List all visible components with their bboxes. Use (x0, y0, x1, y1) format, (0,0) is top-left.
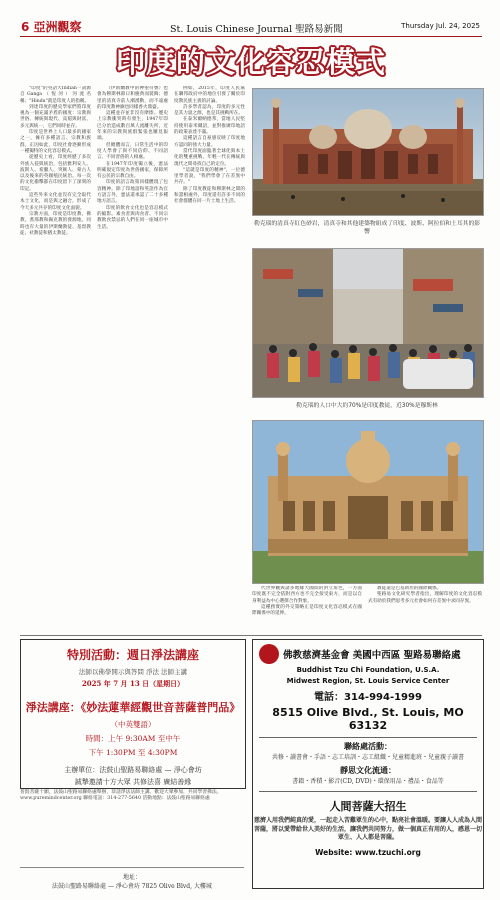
paragraph: "這就是印度的精神"，一位德里學者說，"我們學會了在差異中共存。" (174, 167, 245, 186)
paragraph: 這些外來文化並沒有完全取代本土文化，而是與之融合，形成了今天多元共存的印度文化面貌。 (20, 193, 91, 211)
article-column-1 (20, 86, 91, 632)
ad-right-divider (259, 737, 477, 738)
ad-right-tel: 電話：314-994-1999 (314, 692, 422, 703)
ad-right-join-title: 人間菩薩大招生 (329, 800, 407, 813)
ad-right-products: 書籍・香積・影音(CD, DVD)・環保用品・禮品・食品等 (292, 778, 444, 785)
article-column-4 (252, 586, 362, 632)
paragraph: 到達印度的歷史學家們將印度視為一個充滿矛盾的國度：宗教與世俗、傳統與現代、貧窮與財富、多元與統一，它們同時並存。 (20, 104, 91, 129)
photo-caption-2: 勒克瑙的人口中大約70%是印度教徒，近30%是穆斯林 (296, 403, 438, 409)
paragraph: 聖路易文化研究學者指出，理解印度的文化容忍模式有助於我們思考多元社會如何在差異中求同存異。 (368, 592, 482, 604)
paragraph: 除了印度教徒和穆斯林之間的和諧相處外，印度還有許多不同的社會群體在同一片土地上生活。 (174, 186, 245, 205)
ad-right-bless: 慈濟人用我們純真的愛，一起走入苦難眾生的心中，點亮社會溫暖。要讓人人成為人間菩薩，將以愛帶給世人美好的生活，讓我們共同努力，做一個真正有用的人，感恩一切眾生、人人都是菩薩。 (253, 817, 482, 841)
ad-right-services-title: 聯絡處活動： (344, 741, 392, 751)
article-column-5 (368, 586, 482, 632)
ad-subtitle: 法師以佛學開示與答問 淨法 法師主講 (78, 668, 188, 676)
ad-time-morning: 時間：上午 9:30AM 至中午 (85, 734, 181, 743)
ad-footer (20, 867, 244, 888)
paragraph: 代世界觀與諸多地緣大國間的對立角色，一方面印度既不完全依附西方也不完全接受東方，而是以自身利益為中心選擇合作對象。 (252, 586, 362, 604)
article-title: 印度的文化容忍模式 (115, 45, 386, 79)
ad-right-name-zh: 佛教慈濟基金會 美國中西區 聖路易聯絡處 (283, 650, 461, 661)
paragraph: 在泰米爾納德邦，當地人民堅持使用泰米爾語，並對推廣印地語的政策表達不滿。 (174, 117, 245, 136)
tzu-chi-ad (252, 639, 484, 889)
ad-date: 2025 年 7 月 13 日（星期日） (81, 679, 185, 688)
paragraph: 這種並存並非沒有摩擦。歷史上宗教衝突時有發生，1947年印巴分治造成數百萬人流離失所，近年來的宗教與族群緊張也屢見報端。 (97, 111, 168, 142)
ad-right-address: 8515 Olive Blvd., St. Louis, MO 63132 (272, 706, 464, 732)
ad-right-name-en-1: Buddhist Tzu Chi Foundation, U.S.A. (296, 666, 440, 674)
paragraph: 印度是世界上人口最多的國家之一，擁有多種語言、宗教和族群，正因如此，印度社會逐漸形成一種獨特的文化容忍模式。 (20, 130, 91, 154)
mosque-illustration (253, 89, 483, 215)
ad-right-website: Website: www.tzuchi.org (315, 847, 421, 857)
masthead: St. Louis Chinese Journal 聖路易新聞 (170, 24, 343, 35)
ad-right-divider-2 (259, 791, 477, 792)
page-number-value: 6 (21, 20, 30, 34)
paragraph: "印度"的英語大Indian一詞源自Ganga（恆河）河流名稱；"Hindu"就是印度人的指稱。 (20, 86, 91, 104)
ad-language: （中英雙語） (110, 720, 156, 729)
ad-footer-label: 地址： (122, 874, 141, 881)
palace-photo (252, 420, 484, 584)
ad-right-header (253, 640, 483, 664)
ad-right-products-title: 靜思文化流通： (340, 765, 396, 775)
paragraph: 印度的語言政策同樣體現了包容精神。除了印地語和英語作為官方語言外，憲法還承認了二十多種地方語言。 (97, 180, 168, 205)
paragraph: 這種務實的外交策略正是印度文化容忍模式在國際關係中的延伸。 (252, 604, 362, 617)
tzu-chi-logo-icon (259, 644, 279, 664)
paragraph: （伊斯蘭教中的神聖符號）也會為穆斯林節日和慶典而裝飾；德里的清真寺前人潮湧動，而不遠處的印度教神廟也同樣香火鼎盛。 (97, 86, 168, 110)
paragraph: 這種語言自豪感反映了印度地方認同的強大力量。 (174, 136, 245, 148)
dateline: Thursday Jul. 24, 2025 (401, 22, 480, 30)
section-name: 亞洲觀察 (33, 20, 82, 34)
paragraph: 當代印度面臨著全球化與本土化的雙重挑戰，年輕一代在傳統與現代之間尋找自己的定位。 (174, 148, 245, 167)
ad-invitation: 誠摯邀請十方大眾 共修法喜 廣結善緣 (74, 778, 192, 786)
paragraph: 許多學者認為，印度的多元性是其力量之源，也是其挑戰所在。 (174, 104, 245, 117)
ad-right-name-en-2: Midwest Region, St. Louis Service Center (286, 677, 450, 685)
street-illustration (253, 249, 483, 397)
paragraph: 印度的飲食文化也是容忍模式的縮影。素食者與肉食者、不同宗教飲食禁忌的人們在同一座城市中生活。 (97, 205, 168, 230)
mosque-photo (252, 88, 484, 216)
article-column-2 (97, 86, 168, 632)
dharma-talk-ad (20, 639, 246, 789)
paragraph: 例如，2015年，印度人民黨在聯邦政府中的地位引發了關於印度教民族主義的討論。 (174, 86, 245, 104)
ad-talk-title: 淨法講座：《妙法蓮華經觀世音菩薩普門品》 (25, 701, 241, 714)
section-divider (20, 635, 482, 636)
paragraph: 在1947年印度獨立後，憲法明確規定印度為世俗國家，保障所有公民的宗教自由。 (97, 161, 168, 180)
article-column-3 (174, 86, 245, 632)
street-crowd-photo (252, 248, 484, 398)
paragraph: 但總體而言，日常生活中的印度人學會了與不同信仰、不同語言、不同習俗的人相處。 (97, 142, 168, 161)
palace-illustration (253, 421, 483, 583)
page-number (21, 18, 82, 35)
ad-notice (20, 790, 244, 830)
ad-organizer: 主辦單位：法鼓山聖路易聯絡處 — 淨心會坊 (64, 766, 202, 774)
ad-time-afternoon: 下午 1:30PM 至 4:30PM (88, 748, 178, 757)
photo-caption-1: 勒克瑙的清真寺紅色砂岩，清真寺和其他建築物組成了印度、波斯、阿拉伯和土耳其的影響 (253, 221, 481, 235)
ad-headline: 特別活動：週日淨法講座 (66, 648, 199, 662)
ad-notice-text: 普賢菩薩十願，法鼓山聖路易聯絡處舉辦，恭請淨法法師主講。歡迎大眾參加，共同學習佛法。www.puremindcenter.org 聯絡電話：314-277-5640 活動地點：法鼓山聖路易聯絡處 (20, 790, 222, 802)
ad-right-services: 共修・讀書會・手語・志工培訓・志工組織・兒童精進班・兒童親子讀書 (271, 754, 464, 761)
paragraph: 宗教方面，印度是印度教、佛教、耆那教和錫克教的發源地，同時也有大量的伊斯蘭教徒、基督教徒、祆教徒和猶太教徒。 (20, 211, 91, 236)
ad-footer-address: 法鼓山聖路易聯絡處 — 淨心會坊 7825 Olive Blvd, 大樓城 (52, 883, 212, 890)
paragraph: 從歷史上看，印度經歷了多次外族入侵與統治，包括雅利安人、波斯人、希臘人、突厥人、蒙古人以及後來的英國殖民統治。每一次的文化衝擊都在印度留下了深刻的印記。 (20, 155, 91, 192)
paragraph: 教徒還是巴基斯坦的國際關係。 (377, 586, 442, 591)
